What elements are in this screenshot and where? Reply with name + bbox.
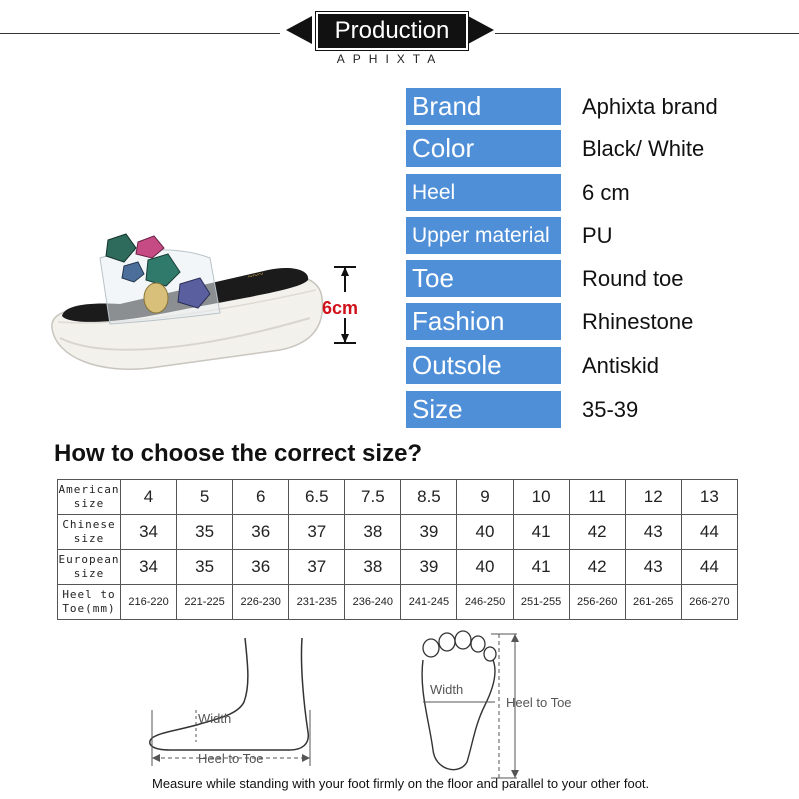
table-cell: 41 [513, 515, 569, 550]
table-cell: 221-225 [177, 585, 233, 620]
table-cell: 5 [177, 480, 233, 515]
table-cell: 34 [121, 515, 177, 550]
table-cell: 266-270 [681, 585, 737, 620]
table-cell: 7.5 [345, 480, 401, 515]
table-row [58, 550, 738, 585]
measurement-note: Measure while standing with your foot firmly on the floor and parallel to your other foot. [152, 776, 650, 791]
spec-value: Antiskid [582, 353, 660, 378]
spec-label: Outsole [406, 347, 561, 384]
header-title: Production [316, 12, 468, 50]
table-cell: 37 [289, 550, 345, 585]
table-cell: 36 [233, 515, 289, 550]
table-cell: 35 [177, 515, 233, 550]
table-cell: 6 [233, 480, 289, 515]
spec-label: Color [406, 130, 561, 167]
table-cell: 39 [401, 515, 457, 550]
table-cell: 35 [177, 550, 233, 585]
table-cell: 13 [681, 480, 737, 515]
header-rule-left [0, 33, 280, 34]
table-cell: 251-255 [513, 585, 569, 620]
spec-label: Fashion [406, 303, 561, 340]
row-header: Heel to Toe(mm) [58, 585, 121, 620]
row-header: Chinese size [58, 515, 121, 550]
table-cell: 39 [401, 550, 457, 585]
spec-value: 6 cm [582, 180, 630, 205]
table-cell: 42 [569, 550, 625, 585]
table-cell: 226-230 [233, 585, 289, 620]
spec-label: Brand [406, 88, 561, 125]
table-cell: 44 [681, 515, 737, 550]
table-cell: 6.5 [289, 480, 345, 515]
table-cell: 11 [569, 480, 625, 515]
table-cell: 8.5 [401, 480, 457, 515]
row-header: European size [58, 550, 121, 585]
heel-height-label: 6cm [322, 298, 359, 318]
table-cell: 38 [345, 515, 401, 550]
spec-value: Aphixta brand [582, 94, 718, 119]
table-cell: 34 [121, 550, 177, 585]
table-cell: 37 [289, 515, 345, 550]
size-table [57, 479, 738, 620]
header-subtitle: APHIXTA [336, 52, 444, 66]
table-cell: 236-240 [345, 585, 401, 620]
spec-value: Rhinestone [582, 309, 694, 334]
spec-value: Black/ White [582, 136, 705, 161]
spec-value: PU [582, 223, 613, 248]
table-row [58, 585, 738, 620]
header-rule-right [495, 33, 799, 34]
table-cell: 9 [457, 480, 513, 515]
table-row [58, 480, 738, 515]
spec-label: Size [406, 391, 561, 428]
table-cell: 43 [625, 550, 681, 585]
size-guide-title: How to choose the correct size? [54, 440, 423, 467]
table-cell: 40 [457, 550, 513, 585]
table-cell: 10 [513, 480, 569, 515]
table-row [58, 515, 738, 550]
svg-text:~~~: ~~~ [246, 268, 265, 283]
table-cell: 43 [625, 515, 681, 550]
top-length-label: Heel to Toe [506, 695, 572, 710]
table-cell: 41 [513, 550, 569, 585]
table-cell: 44 [681, 550, 737, 585]
table-cell: 42 [569, 515, 625, 550]
table-cell: 231-235 [289, 585, 345, 620]
spec-value: Round toe [582, 266, 684, 291]
table-cell: 38 [345, 550, 401, 585]
table-cell: 246-250 [457, 585, 513, 620]
side-length-label: Heel to Toe [198, 751, 264, 766]
header-arrow-left [286, 16, 312, 44]
spec-label: Upper material [406, 217, 561, 254]
table-cell: 36 [233, 550, 289, 585]
table-cell: 4 [121, 480, 177, 515]
table-cell: 256-260 [569, 585, 625, 620]
side-width-label: Width [198, 711, 232, 726]
table-cell: 241-245 [401, 585, 457, 620]
spec-label: Heel [406, 174, 561, 211]
table-cell: 261-265 [625, 585, 681, 620]
spec-value: 35-39 [582, 397, 639, 422]
table-cell: 12 [625, 480, 681, 515]
sandal-image [40, 218, 330, 388]
table-cell: 40 [457, 515, 513, 550]
table-cell: 216-220 [121, 585, 177, 620]
spec-label: Toe [406, 260, 561, 297]
top-width-label: Width [430, 682, 464, 697]
header-arrow-right [468, 16, 494, 44]
row-header: American size [58, 480, 121, 515]
